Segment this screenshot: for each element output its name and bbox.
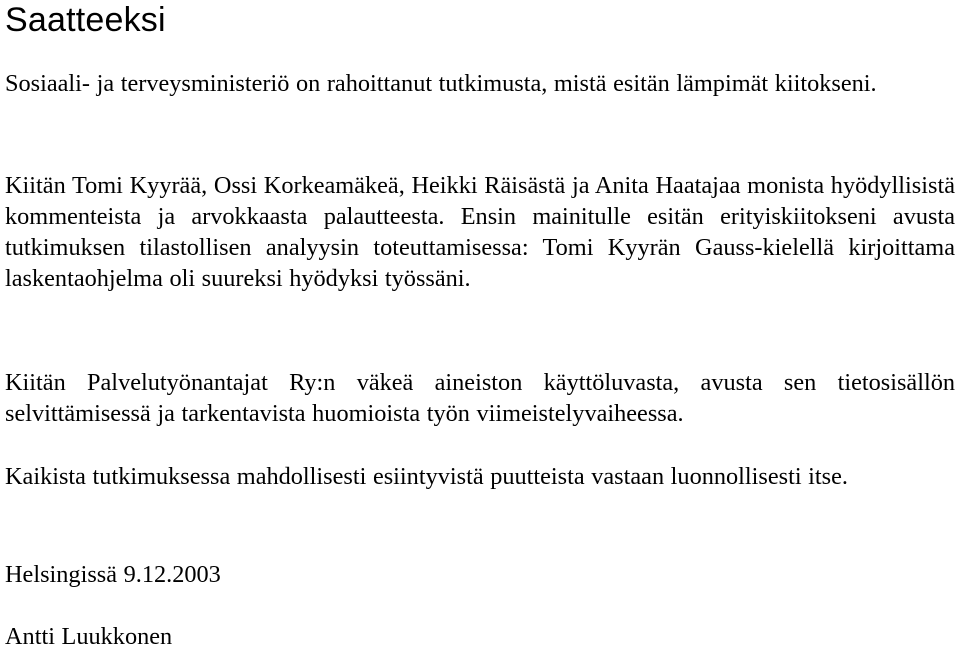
paragraph-funding-thanks: Sosiaali- ja terveysministeriö on rahoittanut tutkimusta, mistä esitän lämpimät kiitokseni. — [5, 70, 877, 97]
paragraph-colleague-thanks: Kiitän Tomi Kyyrää, Ossi Korkeamäkeä, Heikki Räisästä ja Anita Haatajaa monista hyödyllisistä kommenteista ja arvokkaasta palautteesta. Ensin mainitulle esitän erityiskiitokseni avusta tutkimuksen tilastollisen analyysin toteuttamisessa: Tomi Kyyrän Gauss-kielellä kirjoittama laskentaohjelma oli suureksi hyödyksi työssäni. — [5, 172, 955, 292]
paragraph-data-thanks: Kiitän Palvelutyönantajat Ry:n väkeä aineiston käyttöluvasta, avusta sen tietosisällön selvittämisessä ja tarkentavista huomioista työn viimeistelyvaiheessa. — [5, 369, 955, 427]
paragraph-responsibility: Kaikista tutkimuksessa mahdollisesti esiintyvistä puutteista vastaan luonnollisesti itse. — [5, 463, 849, 490]
author-signature: Antti Luukkonen — [5, 623, 173, 650]
place-date: Helsingissä 9.12.2003 — [5, 561, 221, 588]
page-title: Saatteeksi — [5, 1, 166, 39]
